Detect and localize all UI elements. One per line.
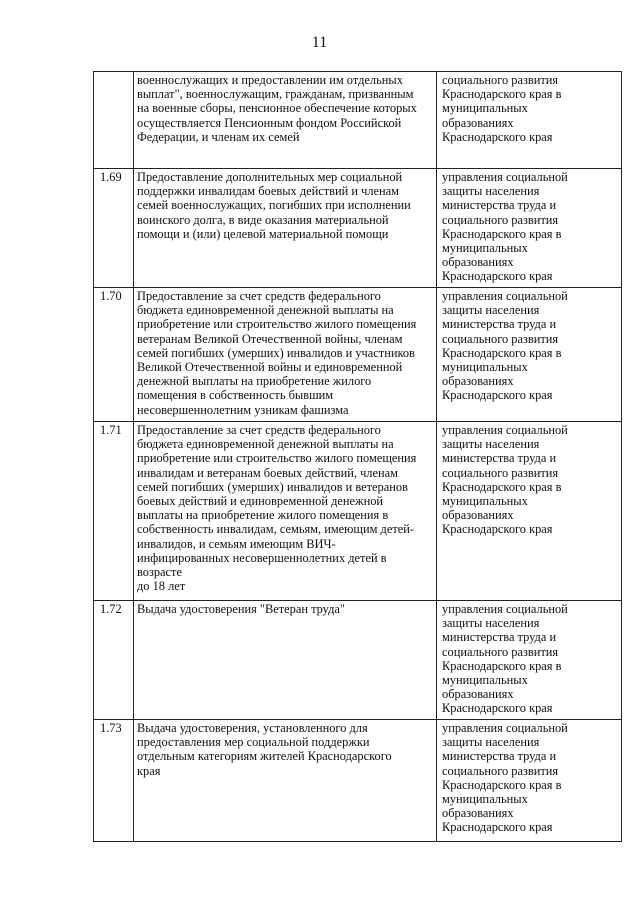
body-line: управления социальной (442, 170, 568, 184)
body-line: Краснодарского края в (442, 226, 562, 241)
description-line: семей погибших (умерших) инвалидов и ветеранов (137, 479, 408, 494)
row-number: 1.73 (100, 721, 122, 735)
description-line: Предоставление за счет средств федерального (137, 289, 381, 303)
row-number: 1.69 (100, 170, 122, 184)
service-description-cell (134, 169, 437, 288)
description-line: инфицированных несовершеннолетних детей в (137, 550, 387, 565)
description-line: военнослужащих и предоставлении им отдельных (137, 73, 403, 87)
service-description (137, 73, 433, 144)
body-line: защиты населения (442, 437, 540, 452)
description-line: бюджета единовременной денежной выплаты на (137, 303, 394, 318)
description-line: собственность инвалидам, семьям, имеющим детей- (137, 522, 415, 537)
responsible-body (440, 721, 618, 835)
body-line: муниципальных (442, 241, 528, 256)
service-description (137, 289, 433, 417)
description-line: ветеранам Великой Отечественной войны, членам (137, 331, 403, 346)
body-line: Краснодарского края в (442, 345, 562, 360)
description-line: приобретение или строительство жилого помещения (137, 451, 417, 466)
body-line: социального развития (442, 73, 559, 87)
body-line: управления социальной (442, 289, 568, 303)
row-number: 1.70 (100, 289, 122, 303)
body-line: образованиях (442, 508, 514, 523)
description-line: Предоставление за счет средств федерального (137, 423, 381, 437)
responsible-body (440, 73, 618, 144)
body-line: социального развития (442, 465, 559, 480)
body-line: министерства труда и (442, 749, 557, 764)
body-line: Краснодарского края в (442, 479, 562, 494)
body-line: социального развития (442, 644, 559, 659)
responsible-body (440, 423, 618, 537)
body-line: образованиях (442, 374, 514, 389)
page-number: 11 (311, 34, 328, 51)
table-row (94, 169, 622, 288)
body-line: защиты населения (442, 303, 540, 318)
description-line: Федерации, и членам их семей (137, 129, 300, 144)
description-line: бюджета единовременной денежной выплаты на (137, 437, 394, 452)
body-line: защиты населения (442, 735, 540, 750)
body-line: муниципальных (442, 360, 528, 375)
description-line: выплат", военнослужащим, гражданам, призванным (137, 87, 414, 102)
description-line: Великой Отечественной войны и единовременной (137, 360, 403, 375)
description-line: края (137, 763, 161, 778)
row-number-cell (94, 422, 134, 601)
responsible-body-cell (437, 288, 622, 422)
description-line: Выдача удостоверения "Ветеран труда" (137, 602, 345, 616)
description-line: семей погибших (умерших) инвалидов и участников (137, 345, 415, 360)
row-number-cell (94, 288, 134, 422)
description-line: семей военнослужащих, погибших при исполнении (137, 198, 411, 213)
body-line: Краснодарского края (442, 701, 553, 716)
table-row (94, 422, 622, 601)
service-description-cell (134, 601, 437, 720)
responsible-body-cell (437, 720, 622, 842)
row-number-cell (94, 601, 134, 720)
responsible-body (440, 602, 618, 716)
description-line: на военные сборы, пенсионное обеспечение которых (137, 101, 417, 116)
responsible-body-cell (437, 601, 622, 720)
body-line: социального развития (442, 763, 559, 778)
responsible-body-cell (437, 422, 622, 601)
body-line: социального развития (442, 331, 559, 346)
body-line: Краснодарского края в (442, 87, 562, 102)
description-line: осуществляется Пенсионным фондом Российской (137, 115, 402, 130)
services-table (93, 71, 622, 842)
body-line: министерства труда и (442, 198, 557, 213)
description-line: помещения в собственность бывшим (137, 388, 334, 403)
body-line: управления социальной (442, 721, 568, 735)
body-line: министерства труда и (442, 451, 557, 466)
body-line: образованиях (442, 115, 514, 130)
body-line: Краснодарского края (442, 522, 553, 537)
description-line: приобретение или строительство жилого помещения (137, 317, 417, 332)
body-line: социального развития (442, 212, 559, 227)
service-description-cell (134, 288, 437, 422)
description-line: Предоставление дополнительных мер социальной (137, 170, 403, 184)
table-row (94, 288, 622, 422)
description-line: боевых действий и единовременной денежной (137, 494, 384, 509)
row-number: 1.72 (100, 602, 122, 616)
body-line: Краснодарского края (442, 388, 553, 403)
body-line: образованиях (442, 687, 514, 702)
description-line: Выдача удостоверения, установленного для (137, 721, 368, 735)
body-line: муниципальных (442, 494, 528, 509)
row-number-cell (94, 169, 134, 288)
service-description (137, 602, 433, 616)
body-line: Краснодарского края (442, 129, 553, 144)
body-line: образованиях (442, 806, 514, 821)
description-line: до 18 лет (137, 579, 186, 594)
responsible-body-cell (437, 169, 622, 288)
table-row (94, 720, 622, 842)
service-description (137, 423, 433, 593)
description-line: денежной выплаты на приобретение жилого (137, 374, 372, 389)
body-line: муниципальных (442, 673, 528, 688)
responsible-body (440, 289, 618, 403)
body-line: Краснодарского края (442, 820, 553, 835)
body-line: управления социальной (442, 602, 568, 616)
body-line: управления социальной (442, 423, 568, 437)
description-line: инвалидам и ветеранам боевых действий, членам (137, 465, 398, 480)
body-line: защиты населения (442, 184, 540, 199)
service-description-cell (134, 720, 437, 842)
row-number-cell (94, 720, 134, 842)
row-number: 1.71 (100, 423, 122, 437)
description-line: воинского долга, в виде оказания материальной (137, 212, 389, 227)
responsible-body-cell (437, 72, 622, 169)
body-line: муниципальных (442, 101, 528, 116)
body-line: министерства труда и (442, 317, 557, 332)
table-row (94, 72, 622, 169)
description-line: отдельным категориям жителей Краснодарского (137, 749, 392, 764)
body-line: Краснодарского края в (442, 777, 562, 792)
body-line: образованиях (442, 255, 514, 270)
description-line: инвалидов, и семьям имеющим ВИЧ- (137, 536, 336, 551)
description-line: предоставления мер социальной поддержки (137, 735, 370, 750)
table-row (94, 601, 622, 720)
description-line: возрасте (137, 565, 182, 580)
description-line: выплаты на приобретение жилого помещения в (137, 508, 389, 523)
body-line: Краснодарского края в (442, 658, 562, 673)
row-number-cell (94, 72, 134, 169)
body-line: министерства труда и (442, 630, 557, 645)
service-description-cell (134, 422, 437, 601)
service-description (137, 721, 433, 778)
body-line: защиты населения (442, 616, 540, 631)
service-description (137, 170, 433, 241)
service-description-cell (134, 72, 437, 169)
description-line: поддержки инвалидам боевых действий и членам (137, 184, 399, 199)
body-line: Краснодарского края (442, 269, 553, 284)
description-line: несовершеннолетним узникам фашизма (137, 402, 349, 417)
responsible-body (440, 170, 618, 284)
description-line: помощи и (или) целевой материальной помощи (137, 226, 389, 241)
body-line: муниципальных (442, 792, 528, 807)
